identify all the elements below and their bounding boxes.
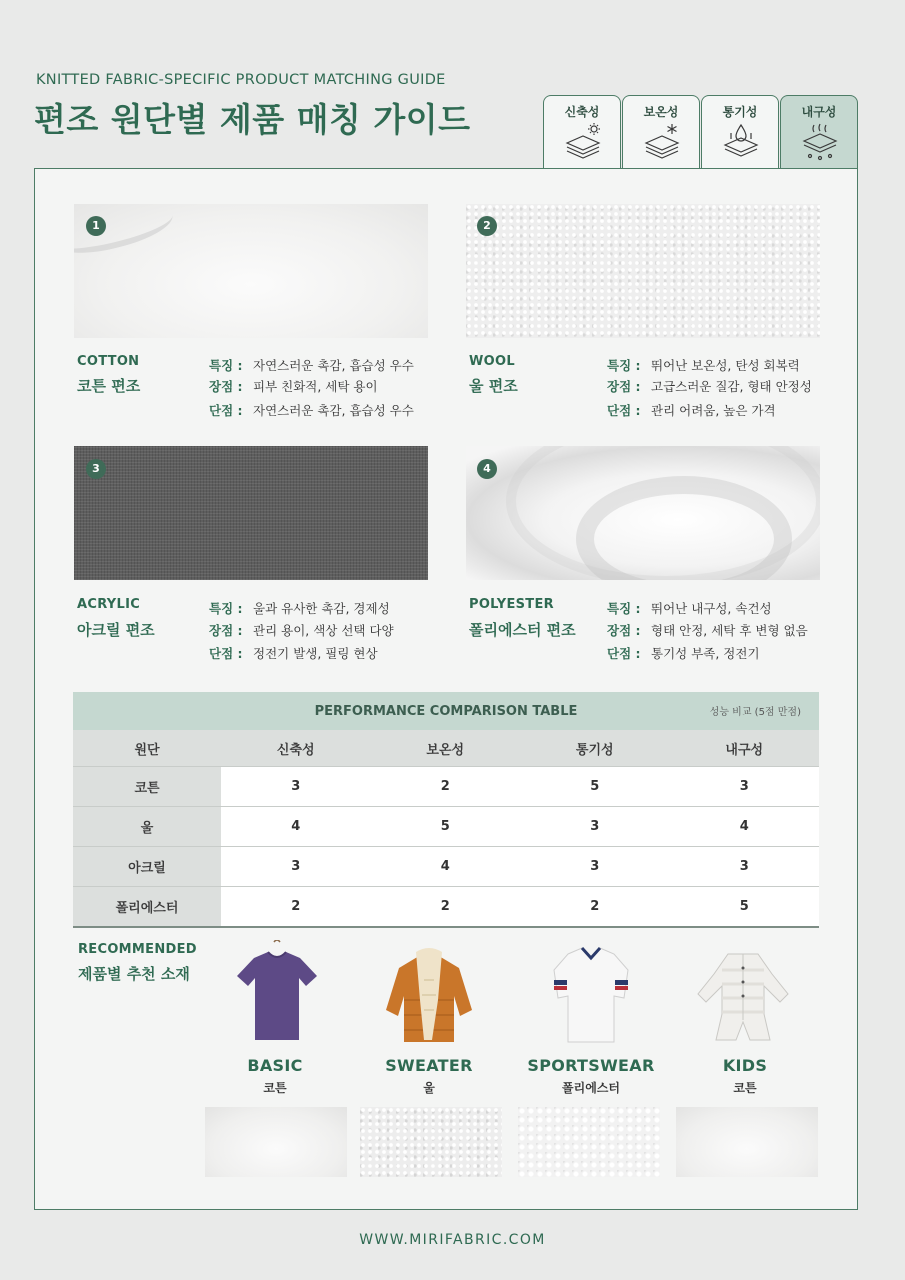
fabric-name-en: POLYESTER <box>469 597 554 612</box>
fabric-attr <box>607 621 808 639</box>
product-name-en: SWEATER <box>385 1056 473 1075</box>
tab-label: 신축성 <box>564 105 600 119</box>
fabric-attr <box>209 377 378 395</box>
cotton-swatch-thumbnail <box>676 1107 818 1177</box>
table-cell: 4 <box>221 807 371 847</box>
fabric-number-badge: 4 <box>477 459 497 479</box>
table-header <box>73 692 819 730</box>
row-label: 아크릴 <box>73 847 221 887</box>
wool-swatch-thumbnail <box>360 1107 502 1177</box>
fabric-name-ko: 폴리에스터 편조 <box>469 621 576 639</box>
tab-breathability[interactable] <box>701 95 779 169</box>
product-fabric-ko: 폴리에스터 <box>562 1081 620 1095</box>
fabric-attr <box>209 621 394 639</box>
table-cell: 5 <box>520 767 670 807</box>
column-header: 내구성 <box>670 730 820 767</box>
attr-label: 장점 : <box>209 623 243 638</box>
table-cell: 4 <box>670 807 820 847</box>
fabric-attr <box>607 599 772 617</box>
table-row <box>73 887 819 928</box>
column-header: 신축성 <box>221 730 371 767</box>
subtitle-en: KNITTED FABRIC-SPECIFIC PRODUCT MATCHING GUIDE <box>36 72 446 88</box>
attr-value: 형태 안정, 세탁 후 변형 없음 <box>651 623 808 638</box>
breathability-drop-icon <box>721 123 761 161</box>
fabric-attr <box>607 356 800 374</box>
fabric-attr <box>209 644 378 662</box>
attr-value: 자연스러운 촉감, 흡습성 우수 <box>253 358 414 373</box>
tab-warmth[interactable] <box>622 95 700 169</box>
attr-label: 장점 : <box>607 379 641 394</box>
table-cell: 2 <box>221 887 371 928</box>
stretch-layers-icon <box>563 123 603 161</box>
recommended-title-ko: 제품별 추천 소재 <box>78 965 190 983</box>
fabric-attr <box>209 599 390 617</box>
product-fabric-ko: 코튼 <box>263 1081 287 1095</box>
orange-knit-sweater-image <box>354 940 504 1050</box>
attr-value: 뛰어난 내구성, 속건성 <box>651 601 772 616</box>
fabric-number-badge: 2 <box>477 216 497 236</box>
baby-romper-image <box>668 940 818 1050</box>
polyester-fabric-image <box>466 446 820 580</box>
table-cell: 4 <box>371 847 521 887</box>
cotton-fabric-image <box>74 204 428 338</box>
column-header: 원단 <box>73 730 221 767</box>
fabric-name-en: WOOL <box>469 354 515 369</box>
fabric-name-ko: 코튼 편조 <box>77 377 141 395</box>
column-header: 통기성 <box>520 730 670 767</box>
tab-label: 내구성 <box>801 105 837 119</box>
acrylic-fabric-image <box>74 446 428 580</box>
performance-table <box>73 692 819 928</box>
table-cell: 3 <box>221 767 371 807</box>
property-tabs <box>543 95 859 169</box>
attr-label: 단점 : <box>607 403 641 418</box>
table-cell: 2 <box>371 767 521 807</box>
row-label: 폴리에스터 <box>73 887 221 928</box>
table-subtitle: 성능 비교 (5점 만점) <box>709 707 801 718</box>
table-cell: 2 <box>371 887 521 928</box>
attr-label: 장점 : <box>607 623 641 638</box>
tab-durability[interactable] <box>780 95 858 169</box>
table-title: PERFORMANCE COMPARISON TABLE <box>314 703 578 719</box>
durability-layers-icon <box>800 123 840 161</box>
fabric-attr <box>209 401 414 419</box>
attr-value: 피부 친화적, 세탁 용이 <box>253 379 378 394</box>
attr-label: 단점 : <box>607 646 641 661</box>
fabric-attr <box>607 644 760 662</box>
fabric-attr <box>209 356 414 374</box>
tab-stretch[interactable] <box>543 95 621 169</box>
attr-label: 단점 : <box>209 403 243 418</box>
attr-label: 특징 : <box>209 601 243 616</box>
attr-value: 자연스러운 촉감, 흡습성 우수 <box>253 403 414 418</box>
table-row <box>73 807 819 847</box>
footer-url[interactable]: WWW.MIRIFABRIC.COM <box>359 1232 546 1248</box>
attr-label: 장점 : <box>209 379 243 394</box>
table-cell: 3 <box>670 767 820 807</box>
recommended-title-en: RECOMMENDED <box>78 942 197 957</box>
product-fabric-ko: 울 <box>423 1081 435 1095</box>
attr-label: 특징 : <box>209 358 243 373</box>
attr-value: 고급스러운 질감, 형태 안정성 <box>651 379 812 394</box>
fabric-number-badge: 1 <box>86 216 106 236</box>
attr-label: 특징 : <box>607 601 641 616</box>
table-cell: 2 <box>520 887 670 928</box>
table-row <box>73 767 819 807</box>
product-fabric-ko: 코튼 <box>733 1081 757 1095</box>
attr-value: 통기성 부족, 정전기 <box>651 646 760 661</box>
table-cell: 3 <box>520 807 670 847</box>
table-cell: 3 <box>520 847 670 887</box>
fabric-name-en: ACRYLIC <box>77 597 141 612</box>
attr-value: 뛰어난 보온성, 탄성 회복력 <box>651 358 800 373</box>
table-row <box>73 847 819 887</box>
white-sports-jersey-image <box>516 940 666 1050</box>
row-label: 울 <box>73 807 221 847</box>
fabric-number-badge: 3 <box>86 459 106 479</box>
wool-fabric-image <box>466 204 820 338</box>
table-cell: 5 <box>371 807 521 847</box>
row-label: 코튼 <box>73 767 221 807</box>
attr-value: 울과 유사한 촉감, 경제성 <box>253 601 390 616</box>
attr-label: 특징 : <box>607 358 641 373</box>
table-cell: 5 <box>670 887 820 928</box>
cotton-swatch-thumbnail <box>205 1107 347 1177</box>
polyester-swatch-thumbnail <box>518 1107 660 1177</box>
product-name-en: SPORTSWEAR <box>527 1056 655 1075</box>
tab-label: 보온성 <box>643 105 679 119</box>
fabric-attr <box>607 401 776 419</box>
fabric-attr <box>607 377 812 395</box>
fabric-name-ko: 울 편조 <box>469 377 518 395</box>
product-name-en: KIDS <box>722 1056 768 1075</box>
fabric-name-en: COTTON <box>77 354 140 369</box>
purple-tshirt-image <box>202 940 352 1050</box>
attr-value: 정전기 발생, 필링 현상 <box>253 646 378 661</box>
attr-label: 단점 : <box>209 646 243 661</box>
tab-label: 통기성 <box>722 105 758 119</box>
fabric-name-ko: 아크릴 편조 <box>77 621 155 639</box>
product-name-en: BASIC <box>247 1056 303 1075</box>
attr-value: 관리 용이, 색상 선택 다양 <box>253 623 394 638</box>
page-title: 편조 원단별 제품 매칭 가이드 <box>34 100 471 139</box>
attr-value: 관리 어려움, 높은 가격 <box>651 403 776 418</box>
table-cell: 3 <box>221 847 371 887</box>
table-cell: 3 <box>670 847 820 887</box>
column-header: 보온성 <box>371 730 521 767</box>
warmth-snowflake-icon <box>642 123 682 161</box>
